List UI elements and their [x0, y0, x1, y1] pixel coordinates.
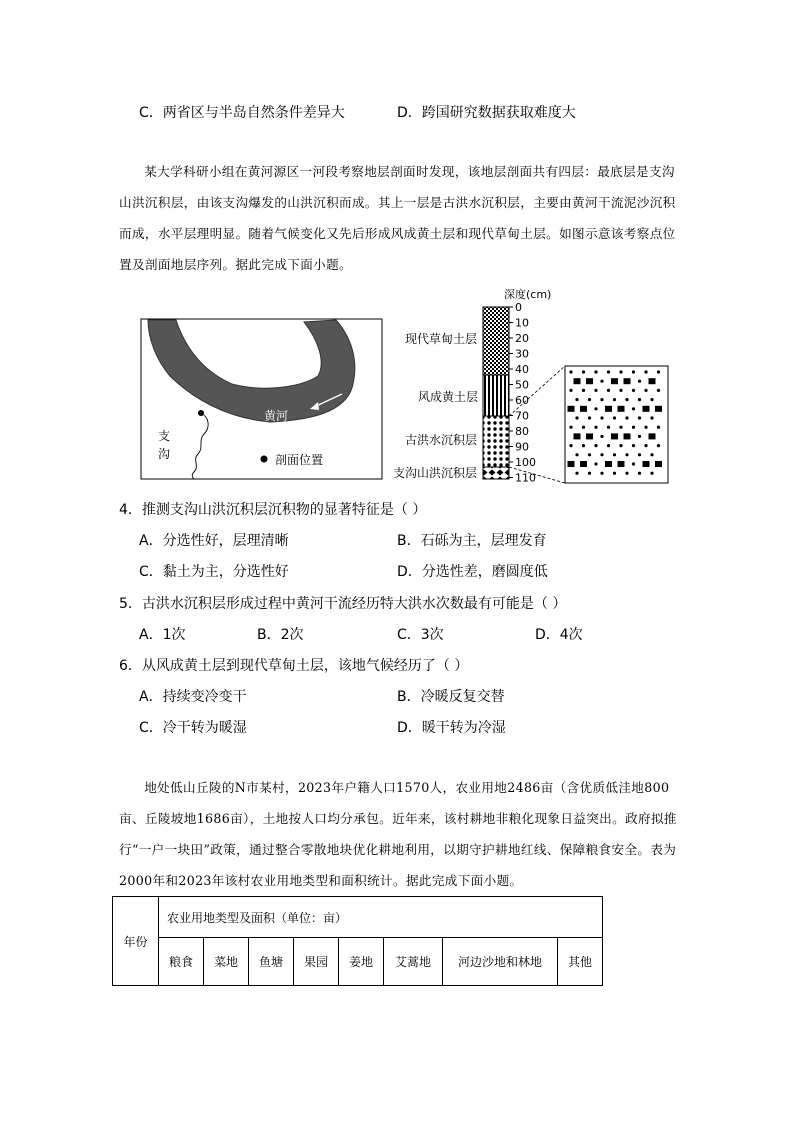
q6-option-c: C．冷干转为暖湿 — [139, 720, 247, 736]
fine-grain — [638, 398, 641, 401]
fine-grain — [594, 370, 597, 373]
depth-tick-label: 90 — [515, 440, 529, 454]
fine-grain — [632, 370, 635, 373]
q5-option-b: B．2次 — [257, 627, 304, 643]
fine-grain — [569, 426, 572, 429]
fine-grain — [625, 398, 628, 401]
layer-meadow-soil — [483, 307, 509, 375]
coarse-grain — [649, 433, 656, 439]
fine-grain — [632, 462, 635, 465]
depth-axis-title: 深度(cm) — [504, 288, 552, 301]
fine-grain — [613, 472, 616, 475]
fine-grain — [619, 426, 622, 429]
layer-label-mountain-flood: 支沟山洪沉积层 — [393, 466, 478, 480]
layer-mountain-flood — [483, 467, 509, 479]
depth-tick-label: 40 — [515, 363, 529, 376]
confluence-point — [198, 410, 204, 416]
depth-tick-label: 20 — [515, 332, 529, 345]
fine-grain — [644, 370, 647, 373]
coarse-grain — [580, 461, 587, 467]
river-label: 黄河 — [264, 409, 289, 423]
fine-grain — [575, 398, 578, 401]
fine-grain — [607, 426, 610, 429]
fine-grain — [600, 398, 603, 401]
fine-grain — [594, 426, 597, 429]
layer-label-meadow: 现代草甸土层 — [405, 332, 478, 346]
q5-option-a: A．1次 — [139, 627, 186, 643]
coarse-grain — [618, 461, 625, 467]
fine-grain — [625, 472, 628, 475]
table-header-year: 年份 — [113, 897, 159, 986]
fine-grain — [657, 389, 660, 392]
coarse-grain — [605, 461, 612, 467]
tributary-label-1: 支 — [158, 429, 171, 443]
coarse-grain — [580, 406, 587, 412]
fine-grain — [594, 407, 597, 410]
fine-grain — [625, 453, 628, 456]
fine-grain — [588, 416, 591, 419]
coarse-grain — [649, 378, 656, 384]
q4-option-c: C．黏土为主，分选性好 — [139, 564, 289, 580]
q4-option-b: B．石砾为主，层理发育 — [397, 533, 547, 549]
depth-tick-label: 70 — [515, 409, 529, 423]
fine-grain — [644, 389, 647, 392]
fine-grain — [657, 370, 660, 373]
depth-ticks — [509, 301, 536, 485]
fine-grain — [638, 435, 641, 438]
q3-option-c: C．两省区与半岛自然条件差异大 — [139, 105, 345, 121]
table-col-riverside-forest: 河边沙地和林地 — [443, 938, 558, 986]
fine-grain — [569, 370, 572, 373]
fine-grain — [632, 426, 635, 429]
fine-grain — [588, 398, 591, 401]
coarse-grain — [568, 406, 575, 412]
table-col-grain: 粮食 — [159, 938, 204, 986]
fine-grain — [607, 444, 610, 447]
section-location-label: 剖面位置 — [275, 453, 324, 467]
fine-grain — [594, 444, 597, 447]
table-col-vegetable: 菜地 — [204, 938, 249, 986]
fine-grain — [644, 426, 647, 429]
land-use-table — [112, 896, 603, 986]
fine-grain — [638, 416, 641, 419]
fine-grain — [575, 416, 578, 419]
fine-grain — [600, 472, 603, 475]
coarse-grain — [655, 461, 662, 467]
coarse-grain — [655, 406, 662, 412]
section-location-dot — [261, 456, 268, 463]
fine-grain — [632, 407, 635, 410]
fine-grain — [588, 453, 591, 456]
fine-grain — [638, 472, 641, 475]
fine-grain — [638, 380, 641, 383]
fine-grain — [613, 453, 616, 456]
table-header-group: 农业用地类型及面积（单位：亩） — [159, 897, 603, 938]
fine-grain — [619, 370, 622, 373]
q6-option-b: B．冷暖反复交替 — [397, 689, 505, 705]
fine-grain — [650, 398, 653, 401]
coarse-grain — [586, 378, 593, 384]
fine-grain — [625, 416, 628, 419]
fine-grain — [582, 389, 585, 392]
q5-option-d: D．4次 — [535, 627, 583, 643]
fine-grain — [588, 472, 591, 475]
fine-grain — [575, 472, 578, 475]
depth-tick-label: 50 — [515, 378, 529, 392]
table-col-other: 其他 — [558, 938, 603, 986]
fine-grain — [600, 435, 603, 438]
coarse-grain — [568, 461, 575, 467]
fine-grain — [632, 444, 635, 447]
fine-grain — [607, 370, 610, 373]
fine-grain — [632, 389, 635, 392]
coarse-grain — [605, 406, 612, 412]
q5-stem: 5．古洪水沉积层形成过程中黄河干流经历特大洪水次数最有可能是（ ） — [119, 596, 567, 612]
depth-tick-label: 110 — [515, 471, 536, 485]
depth-tick-label: 80 — [515, 425, 529, 438]
q6-stem: 6．从风成黄土层到现代草甸土层，该地气候经历了（ ） — [119, 658, 469, 674]
q5-option-c: C．3次 — [397, 627, 444, 643]
depth-tick-label: 100 — [515, 456, 536, 469]
q6-option-d: D．暖干转为冷湿 — [397, 720, 506, 736]
q4-option-d: D．分选性差，磨圆度低 — [397, 564, 548, 580]
passage-farmland-text: 地处低山丘陵的N市某村，2023年户籍人口1570人，农业用地2486亩（含优质低洼地800亩、丘陵坡地1686亩），土地按人口均分承包。近年来，该村耕地非粮化现象日益突出。政府拟推行“一户一块田”政策，通过整合零散地块优化耕地利用，以期守护耕地红线、保障粮食安全。表为2000年和2023年该村农业用地类型和面积统计。据此完成下面小题。 — [119, 780, 677, 888]
coarse-grain — [611, 433, 618, 439]
coarse-grain — [624, 378, 631, 384]
section-figure — [130, 280, 670, 490]
depth-tick-label: 10 — [515, 316, 529, 330]
fine-grain — [569, 389, 572, 392]
table-col-mugwort: 艾蒿地 — [384, 938, 443, 986]
passage-farmland — [119, 772, 685, 896]
passage-geology — [119, 156, 685, 280]
layer-label-paleoflood: 古洪水沉积层 — [405, 433, 478, 447]
fine-grain — [638, 453, 641, 456]
coarse-grain — [574, 378, 581, 384]
table-col-ginger: 姜地 — [339, 938, 384, 986]
coarse-grain — [624, 433, 631, 439]
fine-grain — [594, 462, 597, 465]
fine-grain — [600, 453, 603, 456]
tributary-label-2: 沟 — [158, 447, 171, 461]
fine-grain — [600, 380, 603, 383]
fine-grain — [619, 389, 622, 392]
q4-stem: 4．推测支沟山洪沉积层沉积物的显著特征是（ ） — [119, 502, 427, 518]
fine-grain — [619, 444, 622, 447]
q3-option-d: D．跨国研究数据获取难度大 — [397, 105, 576, 121]
coarse-grain — [643, 461, 650, 467]
fine-grain — [582, 444, 585, 447]
fine-grain — [650, 472, 653, 475]
coarse-grain — [618, 406, 625, 412]
q6-option-a: A．持续变冷变干 — [139, 689, 247, 705]
passage-geology-text: 某大学科研小组在黄河源区一河段考察地层剖面时发现，该地层剖面共有四层：最底层是支沟山洪沉积层，由该支沟爆发的山洪沉积而成。其上一层是古洪水沉积层，主要由黄河干流泥沙沉积而成，水平层理明显。随着气候变化又先后形成风成黄土层和现代草甸土层。如图示意该考察点位置及剖面地层序列。据此完成下面小题。 — [119, 164, 676, 272]
depth-tick-label: 60 — [515, 394, 529, 407]
coarse-grain — [643, 406, 650, 412]
coarse-grain — [611, 378, 618, 384]
fine-grain — [594, 389, 597, 392]
fine-grain — [657, 426, 660, 429]
fine-grain — [657, 444, 660, 447]
fine-grain — [600, 416, 603, 419]
layer-paleoflood — [483, 416, 509, 467]
table-col-fishpond: 鱼塘 — [249, 938, 294, 986]
q4-option-a: A．分选性好，层理清晰 — [139, 533, 289, 549]
fine-grain — [613, 416, 616, 419]
layer-loess — [483, 375, 509, 416]
layer-label-loess: 风成黄土层 — [418, 390, 479, 404]
coarse-grain — [574, 433, 581, 439]
depth-tick-label: 30 — [515, 347, 529, 361]
fine-grain — [575, 453, 578, 456]
fine-grain — [650, 416, 653, 419]
fine-grain — [582, 426, 585, 429]
fine-grain — [644, 444, 647, 447]
table-col-orchard: 果园 — [294, 938, 339, 986]
fine-grain — [613, 398, 616, 401]
coarse-grain — [586, 433, 593, 439]
depth-tick-label: 0 — [515, 301, 522, 314]
fine-grain — [582, 370, 585, 373]
fine-grain — [569, 444, 572, 447]
fine-grain — [650, 453, 653, 456]
fine-grain — [607, 389, 610, 392]
